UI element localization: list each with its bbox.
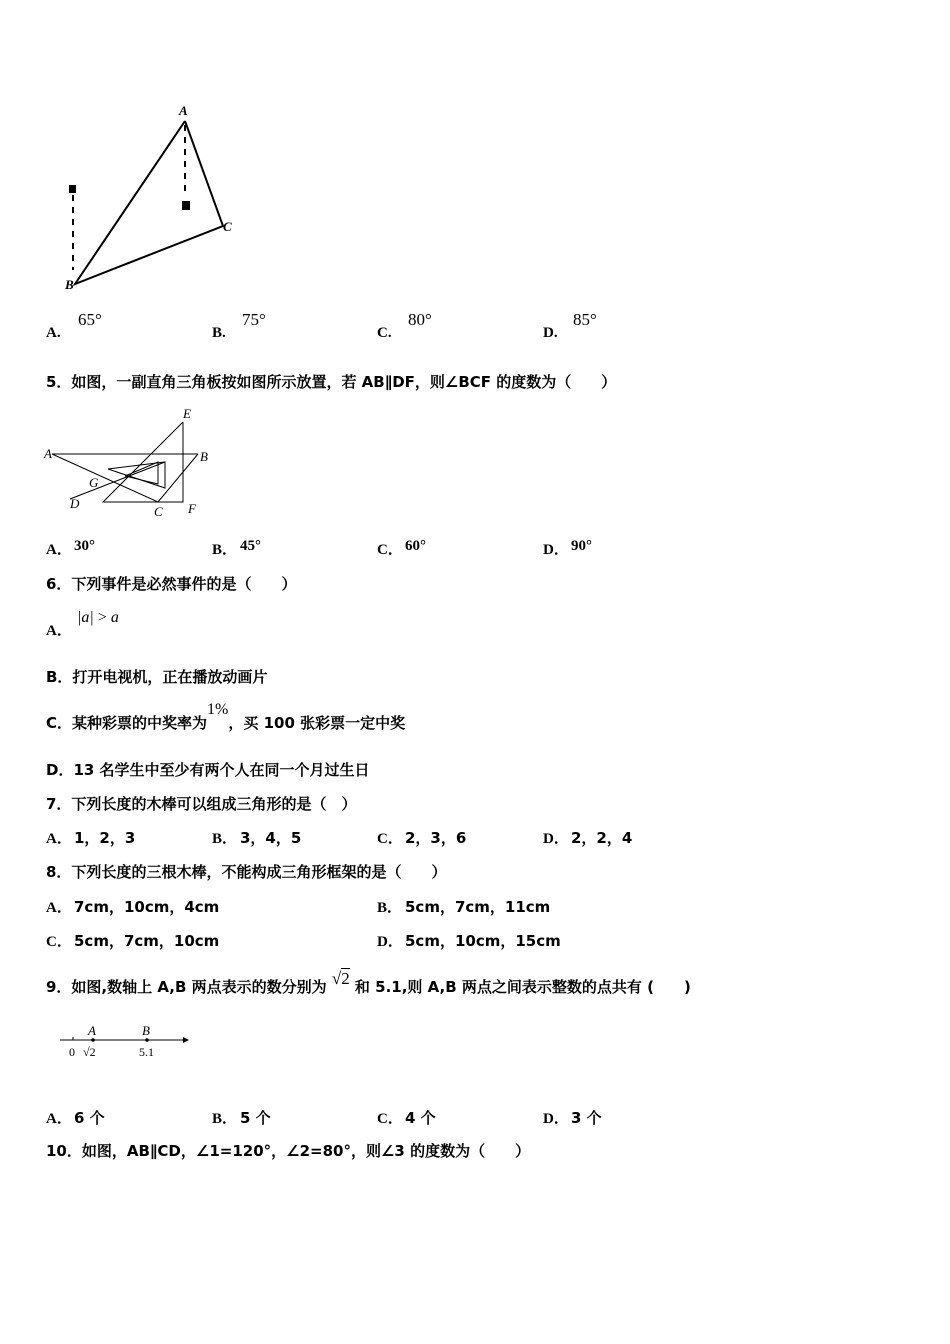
q6-expr-gt: >: [93, 609, 111, 626]
q5-option-b-letter[interactable]: B．: [212, 542, 238, 558]
q9-sqrt-expression: √2: [331, 969, 350, 988]
q9-question-text: [46, 969, 691, 997]
q9-option-b-letter[interactable]: B．: [212, 1111, 238, 1127]
q7-option-a-value: 1，2，3: [74, 829, 136, 847]
q7-question-text: 7．下列长度的木棒可以组成三角形的是（ ）: [46, 795, 357, 813]
q6-expr-a: a: [110, 609, 119, 626]
q4-option-a-value: 65°: [78, 310, 102, 329]
q7-option-a-letter[interactable]: A．: [46, 831, 72, 847]
q8-option-b-value: 5cm，7cm，11cm: [405, 898, 551, 916]
q6-option-c[interactable]: [46, 701, 406, 733]
q6-option-c-suffix: ，买 100 张彩票一定中奖: [228, 714, 406, 732]
q4-label-a: A: [179, 103, 188, 118]
q4-triangle-outline: [75, 121, 223, 284]
q5-label-b: B: [200, 449, 208, 464]
q8-option-c-letter[interactable]: C．: [46, 934, 72, 950]
q4-option-d-value: 85°: [573, 310, 597, 329]
q6-option-d[interactable]: D．13 名学生中至少有两个人在同一个月过生日: [46, 761, 370, 779]
q9-point-a: [91, 1038, 95, 1042]
q8-option-b-letter[interactable]: B．: [377, 900, 403, 916]
q9-option-b-value: 5 个: [240, 1109, 271, 1127]
q4-option-b-value: 75°: [242, 310, 266, 329]
q4-option-d-letter[interactable]: D.: [543, 325, 558, 341]
q5-set-squares-figure: [40, 402, 220, 524]
q9-option-c-letter[interactable]: C．: [377, 1111, 403, 1127]
q9-tick-zero-label: 0: [69, 1045, 75, 1059]
q4-option-c-value: 80°: [408, 310, 432, 329]
q6-option-c-rate: 1%: [207, 701, 229, 718]
q4-height-top-mark: [69, 185, 76, 193]
q7-option-b-value: 3，4，5: [240, 829, 302, 847]
q9-option-a-letter[interactable]: A．: [46, 1111, 72, 1127]
q6-option-b[interactable]: B．打开电视机，正在播放动画片: [46, 668, 268, 686]
q6-option-a-expression: [77, 607, 119, 627]
q9-label-a: A: [88, 1023, 96, 1038]
q6-expr-abs-a: |a|: [77, 609, 94, 626]
q8-option-a-value: 7cm，10cm，4cm: [74, 898, 220, 916]
q7-option-c-value: 2，3，6: [405, 829, 467, 847]
q4-triangle-figure: [55, 95, 255, 300]
q5-label-f: F: [188, 501, 196, 516]
q5-option-a-letter[interactable]: A．: [46, 542, 72, 558]
q7-option-d-value: 2，2，4: [571, 829, 633, 847]
q9-text-prefix: 9．如图,数轴上 A,B 两点表示的数分别为: [46, 978, 327, 996]
q5-question-text: 5．如图，一副直角三角板按如图所示放置，若 AB∥DF，则∠BCF 的度数为（ ）: [46, 373, 617, 391]
q6-option-c-prefix: C．某种彩票的中奖率为: [46, 714, 208, 732]
q5-option-b-value: 45°: [240, 538, 261, 554]
q10-question-text: 10．如图，AB∥CD，∠1=120°，∠2=80°，则∠3 的度数为（ ）: [46, 1142, 531, 1160]
q5-option-d-letter[interactable]: D．: [543, 542, 569, 558]
q9-tick-b-label: 5.1: [139, 1045, 154, 1059]
q5-label-g: G: [89, 475, 99, 490]
q9-point-b: [145, 1038, 149, 1042]
q4-option-a-letter[interactable]: A.: [46, 325, 61, 341]
q9-number-line-arrow: [183, 1037, 189, 1043]
q8-option-d-letter[interactable]: D．: [377, 934, 403, 950]
q4-label-b: B: [65, 277, 74, 292]
q4-height-foot-mark: [182, 201, 190, 210]
q9-option-d-value: 3 个: [571, 1109, 602, 1127]
q9-label-b: B: [142, 1023, 150, 1038]
q4-option-c-letter[interactable]: C.: [377, 325, 392, 341]
q9-option-a-value: 6 个: [74, 1109, 105, 1127]
q4-option-b-letter[interactable]: B.: [212, 325, 226, 341]
q9-tick-sqrt-label: √2: [83, 1045, 96, 1059]
q9-option-c-value: 4 个: [405, 1109, 436, 1127]
q5-option-a-value: 30°: [74, 538, 95, 554]
q9-sqrt-value: 2: [341, 969, 350, 988]
q6-question-text: 6．下列事件是必然事件的是（ ）: [46, 575, 297, 593]
q5-label-a: A: [44, 446, 52, 461]
q7-option-c-letter[interactable]: C．: [377, 831, 403, 847]
q8-option-c-value: 5cm，7cm，10cm: [74, 932, 220, 950]
q5-label-c: C: [154, 504, 163, 519]
q6-option-a-letter[interactable]: A．: [46, 623, 72, 639]
q8-option-a-letter[interactable]: A．: [46, 900, 72, 916]
q7-option-b-letter[interactable]: B．: [212, 831, 238, 847]
q5-option-d-value: 90°: [571, 538, 592, 554]
q7-option-d-letter[interactable]: D．: [543, 831, 569, 847]
q5-label-d: D: [70, 496, 80, 511]
q4-label-c: C: [223, 219, 232, 234]
q8-option-d-value: 5cm，10cm，15cm: [405, 932, 561, 950]
q5-option-c-value: 60°: [405, 538, 426, 554]
q5-label-e: E: [183, 406, 191, 421]
q5-set-square-45: [103, 422, 183, 502]
q5-option-c-letter[interactable]: C．: [377, 542, 403, 558]
q9-number-line-figure: [55, 1020, 195, 1065]
q9-text-suffix: 和 5.1,则 A,B 两点之间表示整数的点共有 ( ): [354, 978, 691, 996]
q9-option-d-letter[interactable]: D．: [543, 1111, 569, 1127]
q8-question-text: 8．下列长度的三根木棒，不能构成三角形框架的是（ ）: [46, 863, 447, 881]
